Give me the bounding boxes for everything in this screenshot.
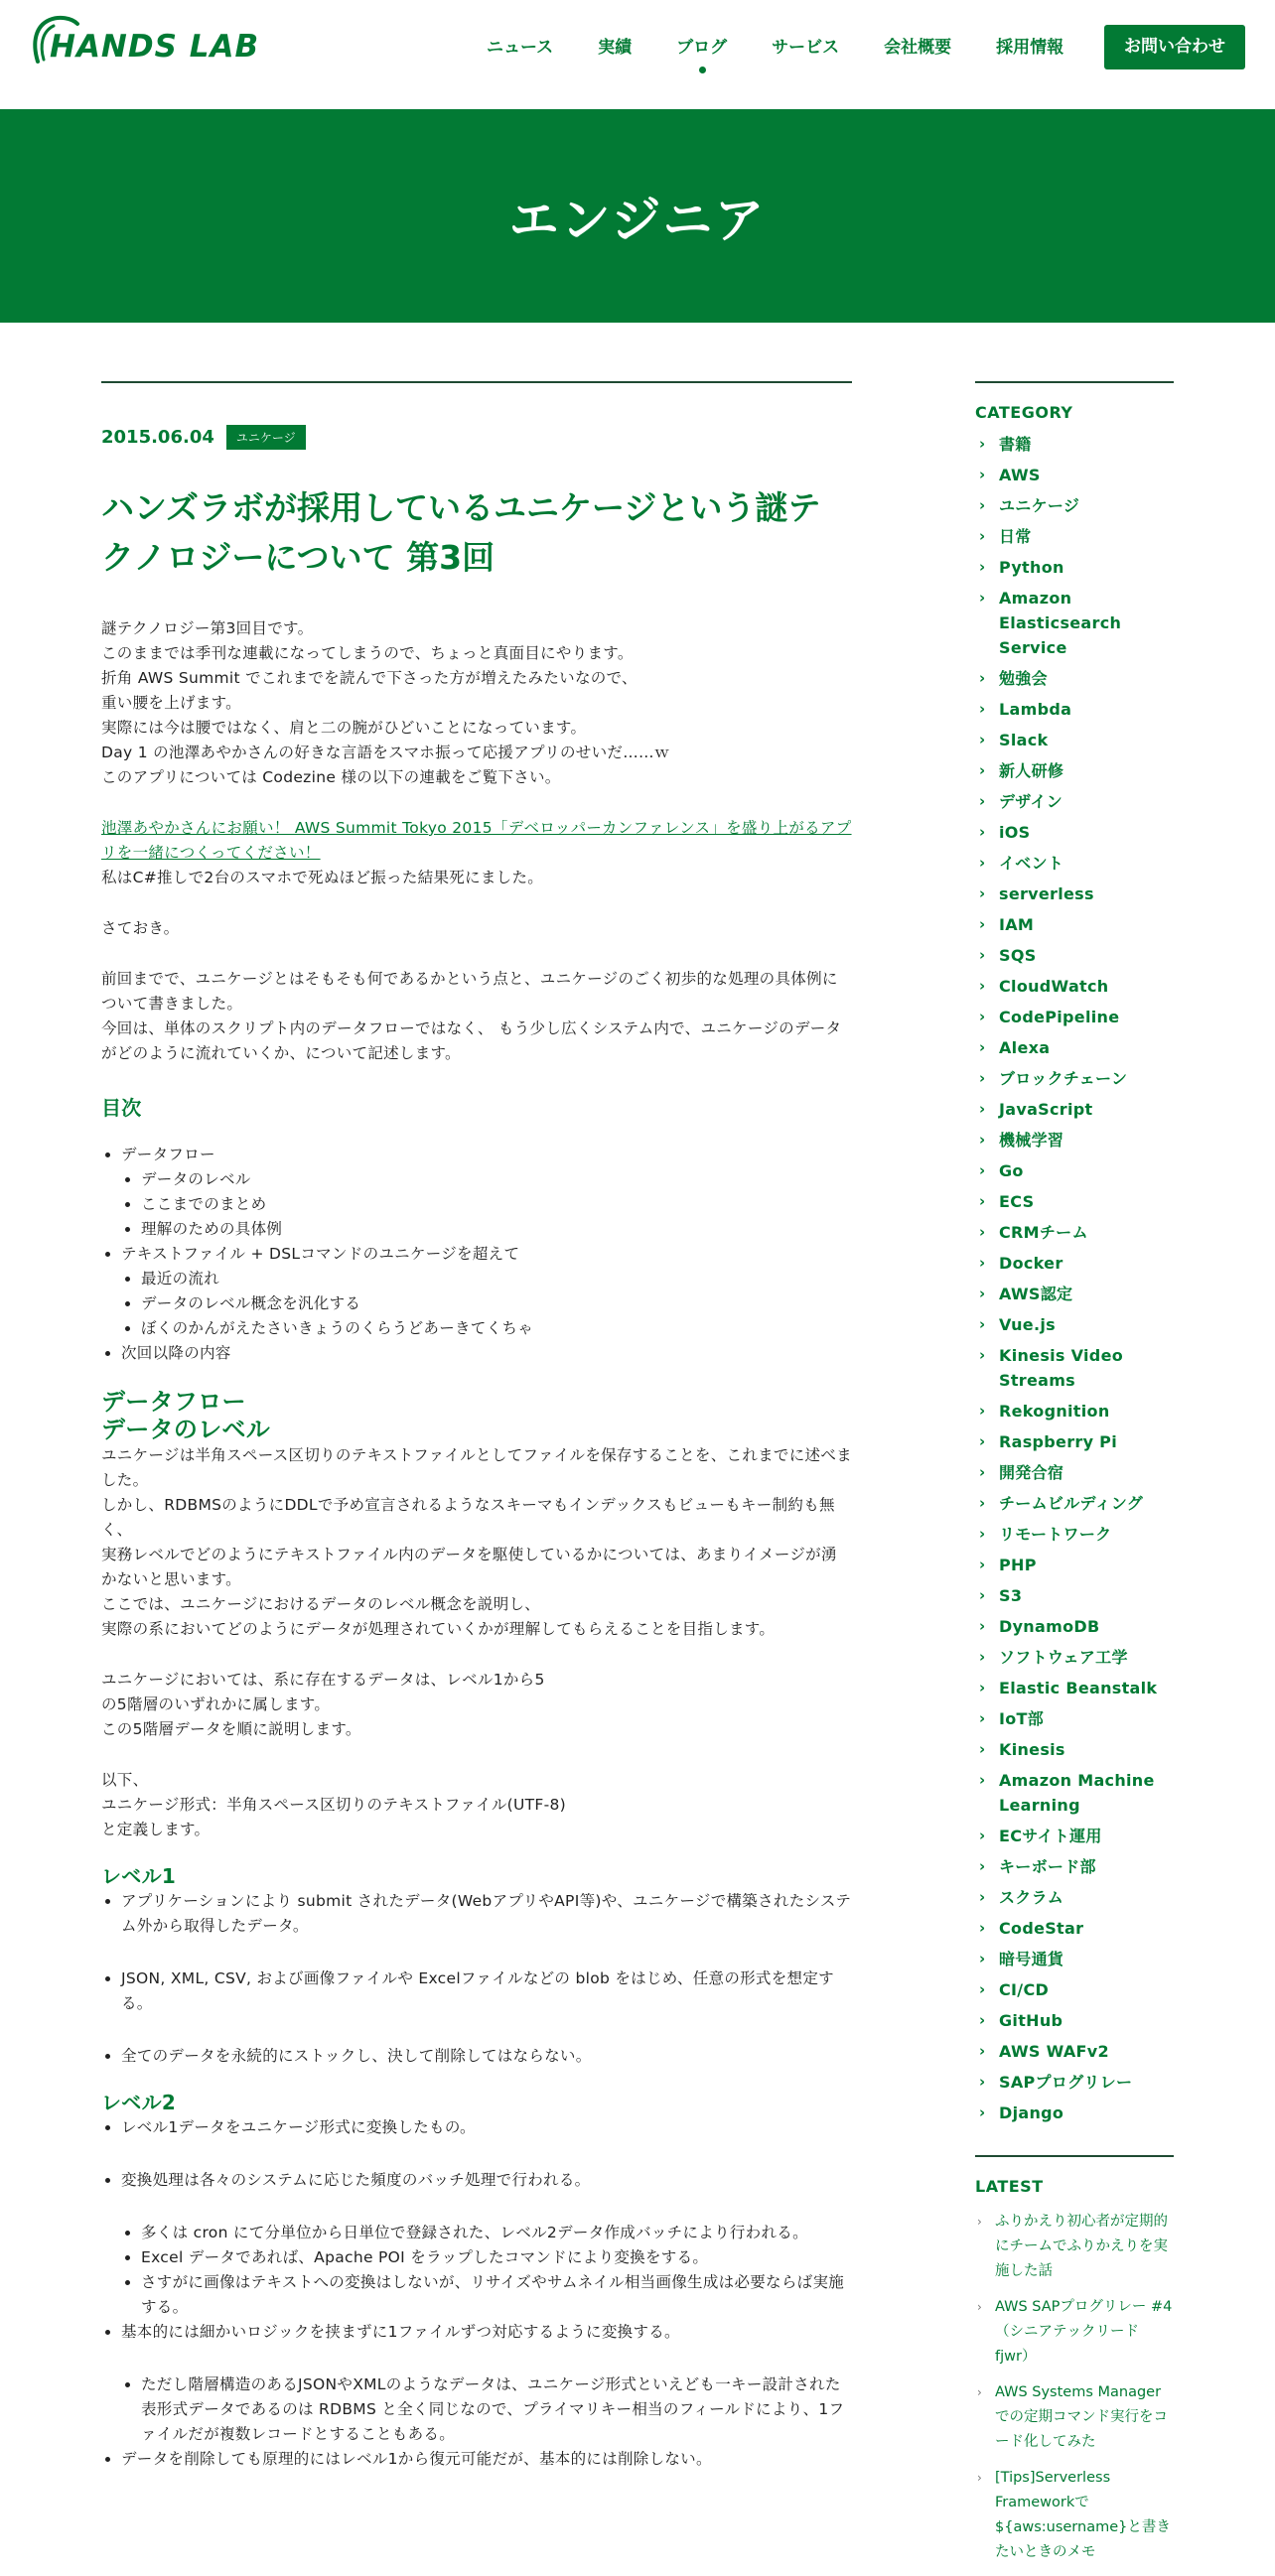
text-line: 重い腰を上げます。 <box>101 694 241 712</box>
category-label: CI/CD <box>999 1980 1050 1999</box>
chevron-right-icon: › <box>979 1402 986 1420</box>
chevron-right-icon: › <box>979 1069 986 1087</box>
chevron-right-icon: › <box>979 1432 986 1450</box>
chevron-right-icon: › <box>979 884 986 902</box>
category-item[interactable] <box>975 820 1174 845</box>
text-line: このままでは季刊な連載になってしまうので、ちょっと真面目にやります。 <box>101 644 634 662</box>
chevron-right-icon: › <box>979 2042 986 2060</box>
sidebar-divider <box>975 2155 1174 2157</box>
chevron-right-icon: › <box>979 1525 986 1543</box>
category-label: ECサイト運用 <box>999 1827 1102 1845</box>
chevron-right-icon: › <box>979 2011 986 2029</box>
category-label: 新人研修 <box>999 761 1064 780</box>
chevron-right-icon: › <box>979 1709 986 1727</box>
chevron-right-icon: › <box>979 1346 986 1364</box>
category-label: ECS <box>999 1192 1035 1211</box>
text-line: さておき。 <box>101 919 180 937</box>
chevron-right-icon: › <box>977 2471 982 2485</box>
category-item[interactable] <box>975 524 1174 549</box>
category-label: IAM <box>999 915 1035 934</box>
category-label: 暗号通貨 <box>999 1950 1064 1968</box>
article-divider <box>101 381 852 383</box>
category-item[interactable] <box>975 1737 1174 1762</box>
category-item[interactable] <box>975 1645 1174 1670</box>
site-header <box>0 0 1275 109</box>
category-label: Amazon Elasticsearch Service <box>999 589 1122 657</box>
link-paragraph <box>101 816 852 890</box>
category-label: スクラム <box>999 1888 1064 1907</box>
category-label: チームビルディング <box>999 1494 1144 1513</box>
chevron-right-icon: › <box>979 854 986 872</box>
nav-services[interactable]: サービス <box>772 38 840 58</box>
category-item[interactable] <box>975 1553 1174 1577</box>
category-heading: CATEGORY <box>975 403 1073 422</box>
sidebar-divider <box>975 381 1174 383</box>
chevron-right-icon: › <box>979 2103 986 2121</box>
category-item[interactable] <box>975 851 1174 876</box>
text-line: この5階層データを順に説明します。 <box>101 1720 361 1738</box>
category-label: CRMチーム <box>999 1223 1088 1242</box>
category-item[interactable] <box>975 1312 1174 1337</box>
toc-item[interactable]: • ここまでのまとめ <box>141 1192 852 1217</box>
codezine-article-link[interactable]: 池澤あやかさんにお願い！ AWS Summit Tokyo 2015「デベロッパーカンファレンス」を盛り上がるアプリを一緒につくってください！ <box>101 819 852 862</box>
category-label: Elastic Beanstalk <box>999 1679 1158 1697</box>
category-item[interactable] <box>975 943 1174 968</box>
chevron-right-icon: › <box>979 1223 986 1241</box>
list-item: • 多くは cron にて分単位から日単位で登録された、レベル2データ作成バッチにより行われる。 <box>141 2221 852 2245</box>
category-item[interactable] <box>975 912 1174 937</box>
text-line: と定義します。 <box>101 1821 211 1838</box>
category-item[interactable] <box>975 1522 1174 1547</box>
category-item[interactable] <box>975 1614 1174 1639</box>
list-item: • さすがに画像はテキストへの変換はしないが、リサイズやサムネイル相当画像生成は必要ならば実施する。 <box>141 2270 852 2320</box>
nav-company[interactable]: 会社概要 <box>884 38 952 58</box>
latest-post-title: AWS Systems Manager での定期コマンド実行をコード化してみた <box>995 2384 1168 2450</box>
text-line: 私はC#推しで2台のスマホで死ぬほど振った結果死にました。 <box>101 869 544 886</box>
section-heading-levels: データのレベル <box>101 1416 271 1443</box>
category-label: 日常 <box>999 527 1032 546</box>
toc-heading: 目次 <box>101 1096 142 1120</box>
category-item[interactable] <box>975 1916 1174 1941</box>
chevron-right-icon: › <box>979 558 986 576</box>
category-label: ソフトウェア工学 <box>999 1648 1128 1667</box>
category-list <box>975 432 1174 2125</box>
category-item[interactable] <box>975 1097 1174 1122</box>
hands-lab-logo[interactable] <box>28 12 286 68</box>
latest-post-link[interactable] <box>975 2210 1174 2284</box>
category-item[interactable] <box>975 555 1174 580</box>
chevron-right-icon: › <box>979 1827 986 1844</box>
chevron-right-icon: › <box>979 1192 986 1210</box>
list-item: • Excel データであれば、Apache POI をラップしたコマンドにより変換をする。 <box>141 2245 852 2270</box>
nav-blog[interactable]: ブログ <box>676 28 727 68</box>
text-line: 実務レベルでどのようにテキストファイル内のデータを駆使しているかについては、あまりイメージが湧かないと思います。 <box>101 1546 837 1588</box>
level2-list <box>121 2115 852 2472</box>
main-nav <box>487 28 1108 68</box>
chevron-right-icon: › <box>979 1919 986 1937</box>
category-label: Alexa <box>999 1038 1051 1057</box>
latest-list <box>975 2210 1174 2565</box>
category-item[interactable] <box>975 1399 1174 1424</box>
category-label: iOS <box>999 823 1031 842</box>
category-label: CodeStar <box>999 1919 1084 1938</box>
chevron-right-icon: › <box>979 1648 986 1666</box>
section-heading <box>101 1388 852 1443</box>
category-label: Lambda <box>999 700 1072 719</box>
list-item: • 変換処理は各々のシステムに応じた頻度のバッチ処理で行われる。 <box>121 2168 852 2193</box>
category-item[interactable] <box>975 1947 1174 1971</box>
category-label: Go <box>999 1161 1024 1180</box>
category-label: Raspberry Pi <box>999 1432 1117 1451</box>
latest-post-title: AWS SAPプログリレー #4（シニアテックリード fjwr） <box>995 2299 1173 2365</box>
chevron-right-icon: › <box>979 915 986 933</box>
text-line: 折角 AWS Summit でこれまでを読んで下さった方が増えたみたいなので、 <box>101 669 638 687</box>
chevron-right-icon: › <box>979 1980 986 1998</box>
category-label: CloudWatch <box>999 977 1109 996</box>
category-label: JavaScript <box>999 1100 1093 1119</box>
category-item[interactable] <box>975 463 1174 487</box>
chevron-right-icon: › <box>977 2385 982 2399</box>
level2-heading: レベル2 <box>101 2091 177 2114</box>
text-line: 実際の系においてどのようにデータが処理されていくかが理解してもらえることを目指します。 <box>101 1620 776 1638</box>
category-label: 機械学習 <box>999 1131 1064 1150</box>
list-item: • レベル1データをユニケージ形式に変換したもの。 <box>121 2115 852 2140</box>
category-item[interactable] <box>975 728 1174 752</box>
post-title: ハンズラボが採用しているユニケージという謎テクノロジーについて 第3回 <box>101 488 821 577</box>
category-item[interactable] <box>975 1491 1174 1516</box>
list-item: • JSON, XML, CSV, および画像ファイルや Excelファイルなどの blob をはじめ、任意の形式を想定する。 <box>121 1966 852 2016</box>
chevron-right-icon: › <box>979 1617 986 1635</box>
chevron-right-icon: › <box>979 792 986 810</box>
text-line: Day 1 の池澤あやかさんの好きな言語をスマホ振って応援アプリのせいだ……ｗ <box>101 744 670 761</box>
post-meta <box>101 425 852 450</box>
chevron-right-icon: › <box>979 1285 986 1302</box>
hierarchy-paragraph <box>101 1668 852 1742</box>
category-item[interactable] <box>975 2008 1174 2033</box>
category-item[interactable] <box>975 1343 1174 1393</box>
text-line: ユニケージは半角スペース区切りのテキストファイルとしてファイルを保存することを、これまでに述べました。 <box>101 1446 852 1489</box>
toc-item[interactable]: • 次回以降の内容 <box>121 1341 852 1366</box>
chevron-right-icon: › <box>979 1771 986 1789</box>
level1-list <box>121 1889 852 2069</box>
category-label: Amazon Machine Learning <box>999 1771 1155 1815</box>
text-line: 実際には今は腰ではなく、肩と二の腕がひどいことになっています。 <box>101 719 587 737</box>
chevron-right-icon: › <box>979 1100 986 1118</box>
chevron-right-icon: › <box>979 761 986 779</box>
latest-post-link[interactable] <box>975 2466 1174 2565</box>
category-label: serverless <box>999 884 1094 903</box>
toc-item[interactable]: • ぼくのかんがえたさいきょうのくらうどあーきてくちゃ <box>141 1316 852 1341</box>
chevron-right-icon: › <box>979 1161 986 1179</box>
chevron-right-icon: › <box>979 496 986 514</box>
category-item[interactable] <box>975 2039 1174 2064</box>
category-label: Vue.js <box>999 1315 1056 1334</box>
category-item[interactable] <box>975 2101 1174 2125</box>
category-item[interactable] <box>975 1128 1174 1152</box>
category-item[interactable] <box>975 1768 1174 1818</box>
category-item[interactable] <box>975 1282 1174 1306</box>
list-item: • 全てのデータを永続的にストックし、決して削除してはならない。 <box>121 2044 852 2069</box>
category-label: IoT部 <box>999 1709 1045 1728</box>
category-item[interactable] <box>975 881 1174 906</box>
text-line: の5階層のいずれかに属します。 <box>101 1695 331 1713</box>
chevron-right-icon: › <box>979 1556 986 1573</box>
chevron-right-icon: › <box>979 1950 986 1967</box>
chevron-right-icon: › <box>979 1740 986 1758</box>
category-item[interactable] <box>975 1854 1174 1879</box>
chevron-right-icon: › <box>979 977 986 995</box>
category-item[interactable] <box>975 1158 1174 1183</box>
chevron-right-icon: › <box>979 1254 986 1272</box>
text-line: 今回は、単体のスクリプト内のデータフローではなく、 もう少し広くシステム内で、ユニケージのデータがどのように流れていくか、について記述します。 <box>101 1019 842 1062</box>
post-tag-badge[interactable]: ユニケージ <box>226 425 306 450</box>
category-label: Slack <box>999 731 1049 749</box>
category-item[interactable] <box>975 1005 1174 1029</box>
text-line: ユニケージ形式：半角スペース区切りのテキストファイル(UTF-8) <box>101 1796 567 1814</box>
category-label: Django <box>999 2103 1064 2122</box>
list-item: • ただし階層構造のあるJSONやXMLのようなデータは、ユニケージ形式といえども一キー設計された表形式データであるのは RDBMS と全く同じなので、プライマリキー相当のフィールドにより、1ファイルだが複数レコードとすることもある。 <box>141 2373 852 2447</box>
category-label: Kinesis <box>999 1740 1065 1759</box>
level1-heading: レベル1 <box>101 1864 177 1888</box>
category-label: SAPプログリレー <box>999 2073 1133 2092</box>
chevron-right-icon: › <box>979 1131 986 1149</box>
category-label: 開発合宿 <box>999 1463 1064 1482</box>
category-item[interactable] <box>975 1429 1174 1454</box>
category-item[interactable] <box>975 1189 1174 1214</box>
text-line: ユニケージにおいては、系に存在するデータは、レベル1から5 <box>101 1671 545 1689</box>
category-label: DynamoDB <box>999 1617 1100 1636</box>
text-line: 以下、 <box>101 1771 149 1789</box>
category-label: ブロックチェーン <box>999 1069 1128 1088</box>
category-label: キーボード部 <box>999 1857 1096 1876</box>
category-item[interactable] <box>975 1220 1174 1245</box>
category-item[interactable] <box>975 1251 1174 1276</box>
category-label: AWS認定 <box>999 1285 1073 1303</box>
category-label: Docker <box>999 1254 1063 1273</box>
chevron-right-icon: › <box>977 2300 982 2314</box>
category-item[interactable] <box>975 1583 1174 1608</box>
category-label: ユニケージ <box>999 496 1080 515</box>
toc-item[interactable]: • 最近の流れ <box>141 1267 852 1291</box>
category-hero <box>0 109 1275 323</box>
chevron-right-icon: › <box>979 731 986 748</box>
category-label: イベント <box>999 854 1064 873</box>
toc-item[interactable]: • データフロー <box>121 1143 852 1167</box>
category-item[interactable] <box>975 493 1174 518</box>
category-label: 勉強会 <box>999 669 1048 688</box>
category-item[interactable] <box>975 789 1174 814</box>
latest-post-link[interactable] <box>975 2295 1174 2370</box>
chevron-right-icon: › <box>979 1679 986 1696</box>
category-label: Python <box>999 558 1064 577</box>
category-item[interactable] <box>975 1706 1174 1731</box>
text-line: ここでは、ユニケージにおけるデータのレベル概念を説明し、 <box>101 1595 541 1613</box>
chevron-right-icon: › <box>979 527 986 545</box>
category-item[interactable] <box>975 432 1174 457</box>
list-item: • 基本的には細かいロジックを挟まずに1ファイルずつ対応するように変換する。 <box>121 2320 852 2345</box>
text-line: 謎テクノロジー第3回目です。 <box>101 619 314 637</box>
category-item[interactable] <box>975 974 1174 999</box>
contact-button[interactable]: お問い合わせ <box>1104 25 1245 69</box>
text-line: しかし、RDBMSのようにDDLで予め宣言されるようなスキーマもインデックスもビューもキー制約も無く、 <box>101 1496 835 1539</box>
chevron-right-icon: › <box>979 2073 986 2091</box>
toc-item[interactable]: • テキストファイル + DSLコマンドのユニケージを超えて <box>121 1242 852 1267</box>
list-item: • データを削除しても原理的にはレベル1から復元可能だが、基本的には削除しない。 <box>121 2447 852 2472</box>
table-of-contents <box>101 1143 852 1366</box>
latest-post-link[interactable] <box>975 2380 1174 2455</box>
category-label: 書籍 <box>999 435 1032 454</box>
category-item[interactable] <box>975 586 1174 660</box>
category-label: S3 <box>999 1586 1023 1605</box>
toc-item[interactable]: • データのレベル <box>141 1167 852 1192</box>
text-line: 前回までで、ユニケージとはそもそも何であるかという点と、ユニケージのごく初歩的な処理の具体例について書きました。 <box>101 970 838 1013</box>
intro-paragraph <box>101 616 852 790</box>
hero-title: エンジニア <box>508 191 767 249</box>
chevron-right-icon: › <box>979 1857 986 1875</box>
category-label: Rekognition <box>999 1402 1110 1421</box>
chevron-right-icon: › <box>977 2215 982 2229</box>
chevron-right-icon: › <box>979 1463 986 1481</box>
nav-news[interactable]: ニュース <box>487 38 554 58</box>
chevron-right-icon: › <box>979 669 986 687</box>
category-label: PHP <box>999 1556 1037 1574</box>
section-heading-dataflow: データフロー <box>101 1388 246 1416</box>
sidebar <box>975 381 1174 2576</box>
chevron-right-icon: › <box>979 1008 986 1025</box>
latest-heading: LATEST <box>975 2177 1044 2196</box>
category-item[interactable] <box>975 666 1174 691</box>
toc-item[interactable]: • データのレベル概念を汎化する <box>141 1291 852 1316</box>
category-item[interactable] <box>975 1977 1174 2002</box>
chevron-right-icon: › <box>979 1888 986 1906</box>
chevron-right-icon: › <box>979 1586 986 1604</box>
chevron-right-icon: › <box>979 589 986 607</box>
logo-text: HANDS LAB <box>50 29 260 65</box>
category-item[interactable] <box>975 697 1174 722</box>
chevron-right-icon: › <box>979 700 986 718</box>
chevron-right-icon: › <box>979 946 986 964</box>
recap-paragraph <box>101 967 852 1066</box>
toc-item[interactable]: • 理解のための具体例 <box>141 1217 852 1242</box>
category-item[interactable] <box>975 2070 1174 2095</box>
category-item[interactable] <box>975 758 1174 783</box>
category-label: AWS WAFv2 <box>999 2042 1109 2061</box>
chevron-right-icon: › <box>979 823 986 841</box>
category-label: AWS <box>999 466 1041 484</box>
aside-paragraph <box>101 916 852 941</box>
latest-post-title: ふりかえり初心者が定期的にチームでふりかえりを実施した話 <box>995 2214 1168 2279</box>
category-label: Kinesis Video Streams <box>999 1346 1124 1390</box>
category-item[interactable] <box>975 1676 1174 1700</box>
category-item[interactable] <box>975 1035 1174 1060</box>
category-item[interactable] <box>975 1885 1174 1910</box>
post-date: 2015.06.04 <box>101 427 214 448</box>
chevron-right-icon: › <box>979 1494 986 1512</box>
category-label: CodePipeline <box>999 1008 1120 1026</box>
category-item[interactable] <box>975 1460 1174 1485</box>
text-line: このアプリについては Codezine 様の以下の連載をご覧下さい。 <box>101 768 561 786</box>
category-item[interactable] <box>975 1066 1174 1091</box>
chevron-right-icon: › <box>979 1038 986 1056</box>
chevron-right-icon: › <box>979 466 986 483</box>
chevron-right-icon: › <box>979 1315 986 1333</box>
levels-paragraph <box>101 1443 852 1642</box>
list-item: • アプリケーションにより submit されたデータ(WebアプリやAPI等)や、ユニケージで構築されたシステム外から取得したデータ。 <box>121 1889 852 1939</box>
nav-recruit[interactable]: 採用情報 <box>996 38 1064 58</box>
category-label: リモートワーク <box>999 1525 1112 1544</box>
nav-works[interactable]: 実績 <box>598 38 633 58</box>
chevron-right-icon: › <box>979 435 986 453</box>
article <box>101 381 852 2472</box>
definition-paragraph <box>101 1768 852 1842</box>
category-label: GitHub <box>999 2011 1063 2030</box>
latest-post-title: [Tips]Serverless Frameworkで ${aws:username}と書きたいときのメモ <box>995 2470 1171 2560</box>
category-item[interactable] <box>975 1824 1174 1848</box>
category-label: デザイン <box>999 792 1063 811</box>
category-label: SQS <box>999 946 1037 965</box>
